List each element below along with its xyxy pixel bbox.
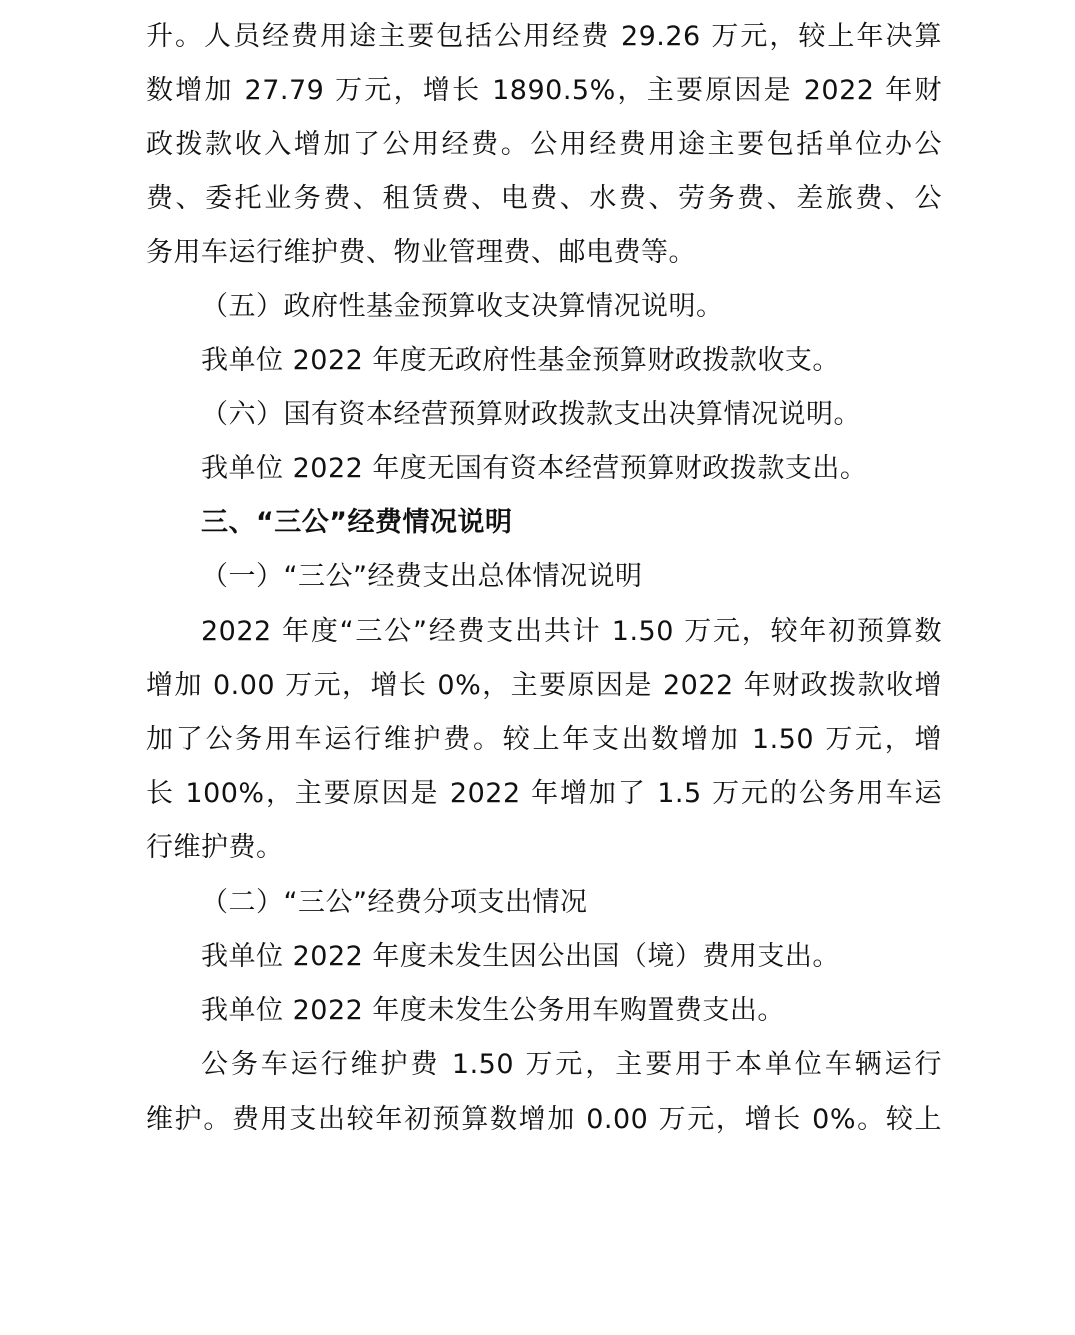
paragraph-line: 我单位 2022 年度无政府性基金预算财政拨款收支。 xyxy=(201,345,840,376)
section-heading: （六）国有资本经营预算财政拨款支出决算情况说明。 xyxy=(201,399,861,430)
paragraph-line: 行维护费。 xyxy=(146,832,284,863)
paragraph-line: 费、委托业务费、租赁费、电费、水费、劳务费、差旅费、公 xyxy=(146,183,942,214)
paragraph-line: 2022 年度“三公”经费支出共计 1.50 万元，较年初预算数 xyxy=(201,616,942,647)
paragraph-line: 增加 0.00 万元，增长 0%，主要原因是 2022 年财政拨款收增 xyxy=(146,670,942,701)
paragraph-line: 我单位 2022 年度未发生因公出国（境）费用支出。 xyxy=(201,941,840,972)
paragraph-line: 我单位 2022 年度未发生公务用车购置费支出。 xyxy=(201,995,785,1026)
paragraph-line: 升。人员经费用途主要包括公用经费 29.26 万元，较上年决算 xyxy=(146,21,942,52)
section-heading: （一）“三公”经费支出总体情况说明 xyxy=(201,561,643,592)
section-heading: （五）政府性基金预算收支决算情况说明。 xyxy=(201,291,724,322)
section-heading: （二）“三公”经费分项支出情况 xyxy=(201,887,588,918)
paragraph-line: 公务车运行维护费 1.50 万元，主要用于本单位车辆运行 xyxy=(201,1049,942,1080)
paragraph-line: 加了公务用车运行维护费。较上年支出数增加 1.50 万元，增 xyxy=(146,724,942,755)
paragraph-line: 政拨款收入增加了公用经费。公用经费用途主要包括单位办公 xyxy=(146,129,942,160)
chapter-heading: 三、“三公”经费情况说明 xyxy=(201,507,513,538)
paragraph-line: 我单位 2022 年度无国有资本经营预算财政拨款支出。 xyxy=(201,453,868,484)
paragraph-line: 数增加 27.79 万元，增长 1890.5%，主要原因是 2022 年财 xyxy=(146,75,942,106)
paragraph-line: 长 100%，主要原因是 2022 年增加了 1.5 万元的公务用车运 xyxy=(146,778,942,809)
paragraph-line: 务用车运行维护费、物业管理费、邮电费等。 xyxy=(146,237,696,268)
paragraph-line: 维护。费用支出较年初预算数增加 0.00 万元，增长 0%。较上 xyxy=(146,1104,942,1135)
